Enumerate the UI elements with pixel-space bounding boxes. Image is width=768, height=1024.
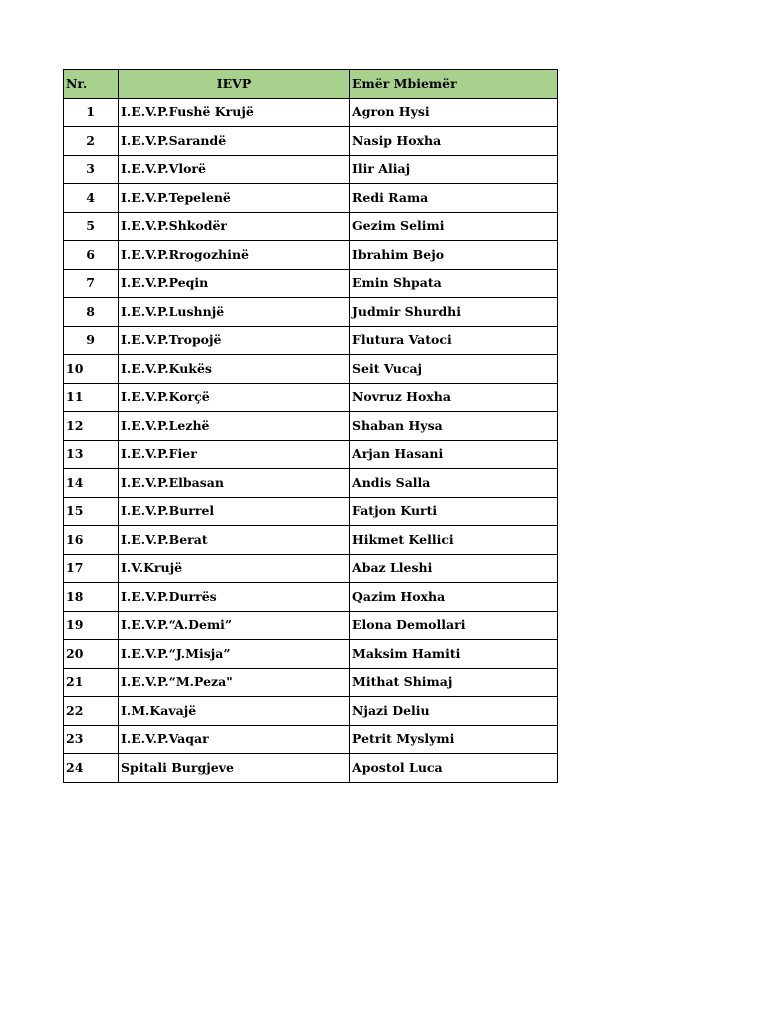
table-row bbox=[64, 611, 558, 640]
row-number: 22 bbox=[64, 697, 119, 726]
table-row bbox=[64, 526, 558, 555]
row-ievp: I.E.V.P.Fier bbox=[119, 440, 350, 469]
row-name: Hikmet Kellici bbox=[350, 526, 558, 555]
row-number: 10 bbox=[64, 355, 119, 384]
row-ievp: I.E.V.P.Lushnjë bbox=[119, 298, 350, 327]
row-number: 14 bbox=[64, 469, 119, 498]
row-number: 6 bbox=[64, 241, 119, 270]
row-name: Ibrahim Bejo bbox=[350, 241, 558, 270]
row-name: Apostol Luca bbox=[350, 754, 558, 783]
table-row bbox=[64, 497, 558, 526]
row-number: 18 bbox=[64, 583, 119, 612]
row-ievp: I.E.V.P.Berat bbox=[119, 526, 350, 555]
table-row bbox=[64, 469, 558, 498]
row-name: Emin Shpata bbox=[350, 269, 558, 298]
row-name: Arjan Hasani bbox=[350, 440, 558, 469]
table-row bbox=[64, 269, 558, 298]
row-ievp: I.E.V.P.“M.Peza" bbox=[119, 668, 350, 697]
row-number: 9 bbox=[64, 326, 119, 355]
row-ievp: I.E.V.P.Burrel bbox=[119, 497, 350, 526]
row-number: 23 bbox=[64, 725, 119, 754]
table-row bbox=[64, 155, 558, 184]
row-name: Qazim Hoxha bbox=[350, 583, 558, 612]
header-name: Emër Mbiemër bbox=[350, 70, 558, 99]
row-ievp: I.E.V.P.Tepelenë bbox=[119, 184, 350, 213]
table-row bbox=[64, 697, 558, 726]
row-name: Novruz Hoxha bbox=[350, 383, 558, 412]
row-number: 7 bbox=[64, 269, 119, 298]
row-name: Nasip Hoxha bbox=[350, 127, 558, 156]
row-number: 5 bbox=[64, 212, 119, 241]
row-ievp: I.E.V.P.Tropojë bbox=[119, 326, 350, 355]
row-name: Elona Demollari bbox=[350, 611, 558, 640]
row-name: Flutura Vatoci bbox=[350, 326, 558, 355]
table-row bbox=[64, 383, 558, 412]
row-ievp: I.E.V.P.Vlorë bbox=[119, 155, 350, 184]
row-number: 13 bbox=[64, 440, 119, 469]
row-name: Njazi Deliu bbox=[350, 697, 558, 726]
row-number: 12 bbox=[64, 412, 119, 441]
row-name: Seit Vucaj bbox=[350, 355, 558, 384]
row-name: Ilir Aliaj bbox=[350, 155, 558, 184]
table-row bbox=[64, 554, 558, 583]
row-ievp: I.E.V.P.Korçë bbox=[119, 383, 350, 412]
row-number: 24 bbox=[64, 754, 119, 783]
row-ievp: I.V.Krujë bbox=[119, 554, 350, 583]
row-ievp: I.E.V.P.Elbasan bbox=[119, 469, 350, 498]
row-name: Petrit Myslymi bbox=[350, 725, 558, 754]
table-row bbox=[64, 640, 558, 669]
row-number: 4 bbox=[64, 184, 119, 213]
row-number: 17 bbox=[64, 554, 119, 583]
table-row bbox=[64, 412, 558, 441]
table-row bbox=[64, 184, 558, 213]
row-ievp: I.E.V.P.Rrogozhinë bbox=[119, 241, 350, 270]
row-ievp: I.E.V.P.Kukës bbox=[119, 355, 350, 384]
table-row bbox=[64, 241, 558, 270]
row-number: 11 bbox=[64, 383, 119, 412]
table-row bbox=[64, 725, 558, 754]
table-row bbox=[64, 440, 558, 469]
row-ievp: I.E.V.P.“A.Demi” bbox=[119, 611, 350, 640]
row-number: 15 bbox=[64, 497, 119, 526]
row-name: Fatjon Kurti bbox=[350, 497, 558, 526]
row-ievp: I.E.V.P.Peqin bbox=[119, 269, 350, 298]
row-number: 8 bbox=[64, 298, 119, 327]
row-name: Judmir Shurdhi bbox=[350, 298, 558, 327]
header-ievp: IEVP bbox=[119, 70, 350, 99]
table-row bbox=[64, 127, 558, 156]
row-ievp: Spitali Burgjeve bbox=[119, 754, 350, 783]
row-number: 2 bbox=[64, 127, 119, 156]
row-ievp: I.E.V.P.“J.Misja” bbox=[119, 640, 350, 669]
table-row bbox=[64, 355, 558, 384]
table-row bbox=[64, 583, 558, 612]
table-row bbox=[64, 754, 558, 783]
table-row bbox=[64, 668, 558, 697]
row-ievp: I.E.V.P.Fushë Krujë bbox=[119, 98, 350, 127]
row-number: 21 bbox=[64, 668, 119, 697]
row-ievp: I.E.V.P.Shkodër bbox=[119, 212, 350, 241]
row-number: 16 bbox=[64, 526, 119, 555]
ievp-staff-table bbox=[63, 69, 558, 783]
row-name: Gezim Selimi bbox=[350, 212, 558, 241]
header-nr: Nr. bbox=[64, 70, 119, 99]
row-ievp: I.E.V.P.Sarandë bbox=[119, 127, 350, 156]
row-ievp: I.E.V.P.Lezhë bbox=[119, 412, 350, 441]
row-number: 20 bbox=[64, 640, 119, 669]
table-row bbox=[64, 326, 558, 355]
table-row bbox=[64, 98, 558, 127]
row-ievp: I.E.V.P.Durrës bbox=[119, 583, 350, 612]
row-name: Redi Rama bbox=[350, 184, 558, 213]
row-name: Shaban Hysa bbox=[350, 412, 558, 441]
row-ievp: I.M.Kavajë bbox=[119, 697, 350, 726]
row-number: 19 bbox=[64, 611, 119, 640]
table-body bbox=[64, 98, 558, 782]
row-name: Abaz Lleshi bbox=[350, 554, 558, 583]
row-name: Maksim Hamiti bbox=[350, 640, 558, 669]
row-name: Andis Salla bbox=[350, 469, 558, 498]
row-number: 3 bbox=[64, 155, 119, 184]
row-name: Agron Hysi bbox=[350, 98, 558, 127]
table-header-row bbox=[64, 70, 558, 99]
table-row bbox=[64, 212, 558, 241]
row-name: Mithat Shimaj bbox=[350, 668, 558, 697]
table-row bbox=[64, 298, 558, 327]
row-number: 1 bbox=[64, 98, 119, 127]
row-ievp: I.E.V.P.Vaqar bbox=[119, 725, 350, 754]
